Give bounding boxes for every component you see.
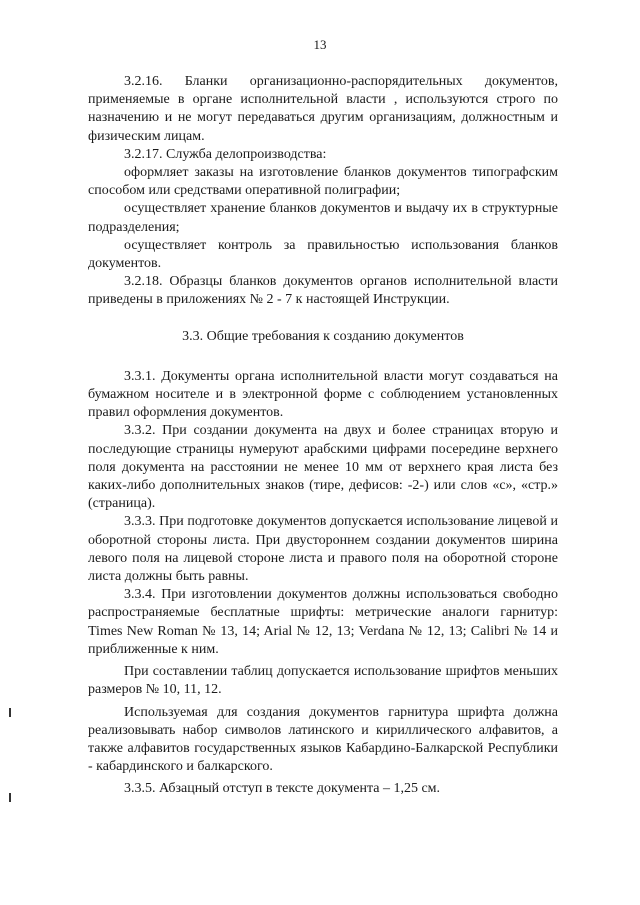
page-number: 13: [313, 37, 327, 52]
paragraph-3-2-16: 3.2.16. Бланки организационно-распорядительных документов, применяемые в органе исполнительной власти , используются строго по назначению и не могут передаваться другим организациям, должностным и физическим лицам.: [88, 74, 558, 144]
scan-mark: [9, 793, 11, 802]
paragraph-3-3-4-tables: При составлении таблиц допускается использование шрифтов меньших размеров № 10, 11, 12.: [88, 664, 558, 698]
paragraph-3-2-17-item-storage: осуществляет хранение бланков документов и выдачу их в структурные подразделения;: [88, 201, 558, 235]
paragraph-3-2-17-item-orders: оформляет заказы на изготовление бланков документов типографским способом или средствами оперативной полиграфии;: [88, 165, 558, 199]
paragraph-3-3-4-alphabets: Используемая для создания документов гарнитура шрифта должна реализовывать набор символов латинского и кириллического алфавитов, а также алфавитов государственных языков Кабардино-Балкарской Республики - кабардинского и балкарского.: [88, 704, 558, 775]
paragraph-3-2-17: 3.2.17. Служба делопроизводства:: [124, 146, 327, 162]
scan-mark: [9, 708, 11, 717]
document-body: [88, 73, 558, 799]
paragraph-3-3-5: 3.3.5. Абзацный отступ в тексте документа – 1,25 см.: [124, 781, 441, 797]
paragraph-3-2-18: 3.2.18. Образцы бланков документов органов исполнительной власти приведены в приложениях № 2 - 7 к настоящей Инструкции.: [88, 274, 558, 308]
section-heading-3-3: 3.3. Общие требования к созданию документов: [182, 328, 464, 344]
paragraph-3-3-3: 3.3.3. При подготовке документов допускается использование лицевой и оборотной стороны листа. При двустороннем создании документов ширина левого поля на лицевой стороне листа и правого поля на оборотной стороне листа должны быть равны.: [88, 514, 558, 585]
paragraph-3-3-4: 3.3.4. При изготовлении документов должны использоваться свободно распространяемые бесплатные шрифты: метрические аналоги гарнитур: Times New Roman № 13, 14; Arial № 12, 13; Verdana № 12, 13; Calibri № 14 и приближенные к ним.: [88, 587, 558, 657]
paragraph-3-3-1: 3.3.1. Документы органа исполнительной власти могут создаваться на бумажном носителе и в электронной форме с соблюдением установленных правил оформления документов.: [88, 368, 558, 421]
paragraph-3-3-2: 3.3.2. При создании документа на двух и более страницах вторую и последующие страницы нумеруют арабскими цифрами посередине верхнего поля документа на расстоянии не менее 10 мм от верхнего края листа без каких-либо дополнительных знаков (тире, дефисов: -2-) или слов «с», «стр.» (страница).: [88, 423, 558, 512]
paragraph-3-2-17-item-control: осуществляет контроль за правильностью использования бланков документов.: [88, 237, 558, 272]
